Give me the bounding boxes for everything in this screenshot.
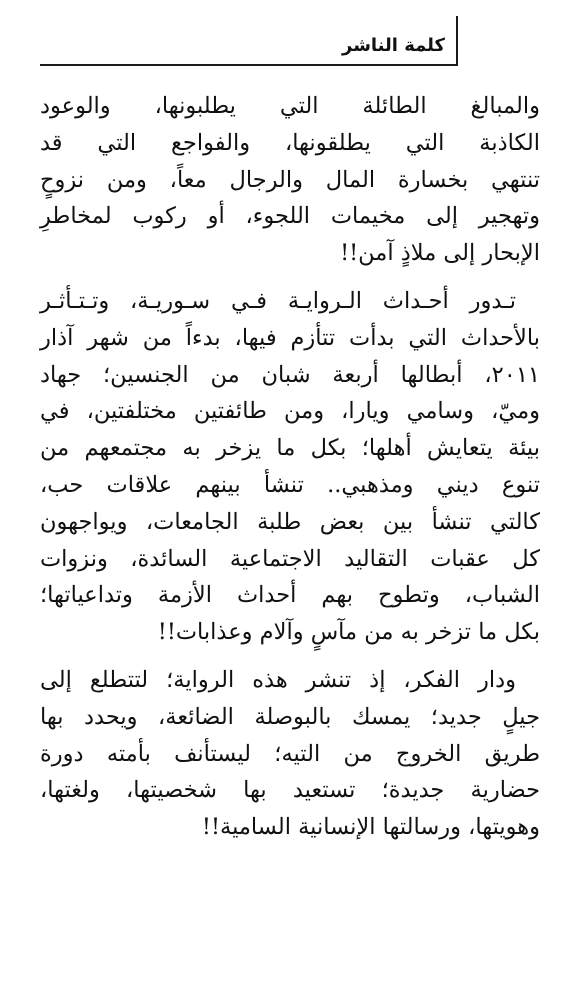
text-line: ودار الفكر، إذ تنشر هذه الرواية؛ لتتطلع إلى: [40, 666, 516, 693]
text-line: الشباب، وتطوح بهم أحداث الأزمة وتداعياتها؛: [40, 582, 540, 609]
text-line: كالتي تنشأ بين بعض طلبة الجامعات، ويواجهون: [40, 508, 540, 535]
text-line: تـدور أحـداث الـروايـة فـي سـوريـة، وتـتـأثـر: [40, 287, 516, 314]
page-header: [0, 0, 574, 70]
text-line: تنوع ديني ومذهبي.. تنشأ بينهم علاقات حب،: [40, 471, 540, 498]
header-horizontal-rule: [40, 64, 458, 66]
text-line: وتهجير إلى مخيمات اللجوء، أو ركوب لمخاطرِ: [40, 203, 540, 230]
text-line: ٢٠١١، أبطالها أربعة شبان من الجنسين؛ جهاد: [40, 361, 540, 388]
page-body: [40, 88, 540, 846]
text-line: كل عقبات التقاليد الاجتماعية السائدة، ونزوات: [40, 545, 540, 572]
text-line: بكل ما تزخر به من مآسٍ وآلام وعذابات!!: [157, 619, 540, 646]
paragraph: [40, 88, 540, 272]
text-line: وهويتها، ورسالتها الإنسانية السامية!!: [201, 814, 540, 841]
text-line: طريق الخروج من التيه؛ ليستأنف بأمته دورة: [40, 740, 540, 767]
section-title: كلمة الناشر: [342, 35, 445, 56]
text-line: تنتهي بخسارة المال والرجال معاً، ومن نزوحٍ: [40, 166, 540, 193]
paragraph: [40, 283, 540, 651]
text-line: وميّ، وسامي ويارا، ومن طائفتين مختلفتين، في: [40, 398, 540, 425]
text-line: جيلٍ جديد؛ يمسك بالبوصلة الضائعة، ويحدد بها: [40, 703, 540, 730]
text-line: بيئة يتعايش أهلها؛ بكل ما يزخر به مجتمعهم من: [40, 435, 540, 462]
text-line: الكاذبة التي يطلقونها، والفواجع التي قد: [40, 129, 540, 156]
header-vertical-rule: [456, 16, 458, 66]
text-line: الإبحار إلى ملاذٍ آمن!!: [340, 240, 540, 267]
text-line: والمبالغ الطائلة التي يطلبونها، والوعود: [40, 93, 540, 119]
text-line: حضارية جديدة؛ تستعيد بها شخصيتها، ولغتها،: [40, 777, 540, 804]
text-line: بالأحداث التي بدأت تتأزم فيها، بدءاً من شهر آذار: [40, 324, 540, 351]
paragraph: [40, 662, 540, 846]
